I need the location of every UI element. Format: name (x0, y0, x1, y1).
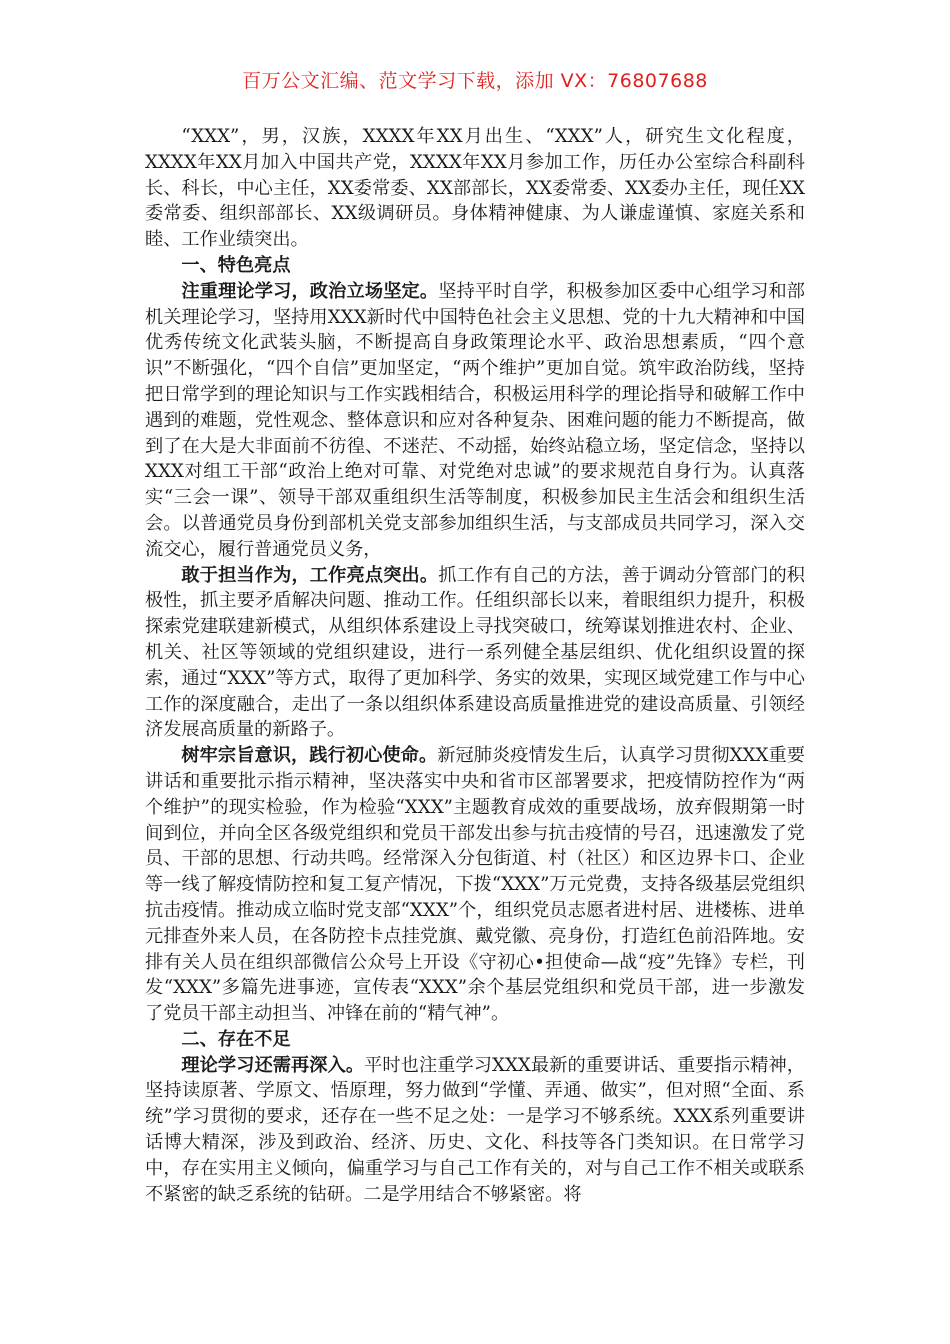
paragraph-lead: 敢于担当作为，工作亮点突出。 (181, 564, 439, 586)
paragraph-theory-deepen (145, 1053, 805, 1208)
paragraph-lead: 理论学习还需再深入。 (181, 1054, 365, 1076)
paragraph-responsibility (145, 563, 805, 744)
watermark-banner: 百万公文汇编、范文学习下载，添加 VX：76807688 (242, 70, 708, 92)
paragraph-body: 抓工作有自己的方法，善于调动分管部门的积极性，抓主要矛盾解决问题、推动工作。任组织部长以来，着眼组织力提升，积极探索党建联建新模式，从组织体系建设上寻找突破口，统筹谋划推进农村、企业、机关、社区等领域的党组织建设，进行一系列健全基层组织、优化组织设置的探索，通过“XXX”等方式，取得了更加科学、务实的效果，实现区域党建工作与中心工作的深度融合，走出了一条以组织体系建设高质量推进党的建设高质量、引领经济发展高质量的新路子。 (145, 564, 805, 741)
paragraph-body: 平时也注重学习XXX最新的重要讲话、重要指示精神，坚持读原著、学原文、悟原理，努力做到“学懂、弄通、做实”，但对照“全面、系统”学习贯彻的要求，还存在一些不足之处：一是学习不够系统。XXX系列重要讲话博大精深，涉及到政治、经济、历史、文化、科技等各门类知识。在日常学习中，存在实用主义倾向，偏重学习与自己工作有关的，对与自己工作不相关或联系不紧密的缺乏系统的钻研。二是学用结合不够紧密。将 (145, 1054, 805, 1205)
intro-paragraph: “XXX”，男，汉族，XXXX年XX月出生、“XXX”人，研究生文化程度，XXXX年XX月加入中国共产党，XXXX年XX月参加工作，历任办公室综合科副科长、科长，中心主任，XX委常委、XX部部长，XX委常委、XX委办主任，现任XX委常委、组织部部长、XX级调研员。身体精神健康、为人谦虚谨慎、家庭关系和睦、工作业绩突出。 (145, 126, 805, 251)
document-body (145, 124, 805, 1207)
paragraph-body: 坚持平时自学，积极参加区委中心组学习和部机关理论学习，坚持用XXX新时代中国特色社会主义思想、党的十九大精神和中国优秀传统文化武装头脑，不断提高自身政策理论水平、政治思想素质，“四个意识”不断强化，“四个自信”更加坚定，“两个维护”更加自觉。筑牢政治防线，坚持把日常学到的理论知识与工作实践相结合，积极运用科学的理论指导和破解工作中遇到的难题，党性观念、整体意识和应对各种复杂、困难问题的能力不断提高，做到了在大是大非面前不彷徨、不迷茫、不动摇，始终站稳立场，坚定信念，坚持以XXX对组工干部“政治上绝对可靠、对党绝对忠诚”的要求规范自身行为。认真落实“三会一课”、领导干部双重组织生活等制度，积极参加民主生活会和组织生活会。以普通党员身份到部机关党支部参加组织生活，与支部成员共同学习，深入交流交心，履行普通党员义务， (145, 280, 805, 560)
paragraph-theory-study (145, 279, 805, 563)
paragraph-lead: 注重理论学习，政治立场坚定。 (181, 280, 439, 302)
paragraph-lead: 树牢宗旨意识，践行初心使命。 (181, 745, 438, 767)
paragraph-mission (145, 743, 805, 1027)
section-title-shortcomings: 二、存在不足 (181, 1028, 291, 1050)
section-title-highlights: 一、特色亮点 (181, 254, 291, 276)
paragraph-body: 新冠肺炎疫情发生后，认真学习贯彻XXX重要讲话和重要批示指示精神，坚决落实中央和省市区部署要求，把疫情防控作为“两个维护”的现实检验，作为检验“XXX”主题教育成效的重要战场，放弃假期第一时间到位，并向全区各级党组织和党员干部发出参与抗击疫情的号召，迅速激发了党员、干部的思想、行动共鸣。经常深入分包街道、村（社区）和区边界卡口、企业等一线了解疫情防控和复工复产情况，下拨“XXX”万元党费，支持各级基层党组织抗击疫情。推动成立临时党支部“XXX”个，组织党员志愿者进村居、进楼栋、进单元排查外来人员，在各防控卡点挂党旗、戴党徽、亮身份，打造红色前沿阵地。安排有关人员在组织部微信公众号上开设《守初心•担使命—战“疫”先锋》专栏，刊发“XXX”多篇先进事迹，宣传表“XXX”余个基层党组织和党员干部，进一步激发了党员干部主动担当、冲锋在前的“精气神”。 (145, 745, 805, 1025)
